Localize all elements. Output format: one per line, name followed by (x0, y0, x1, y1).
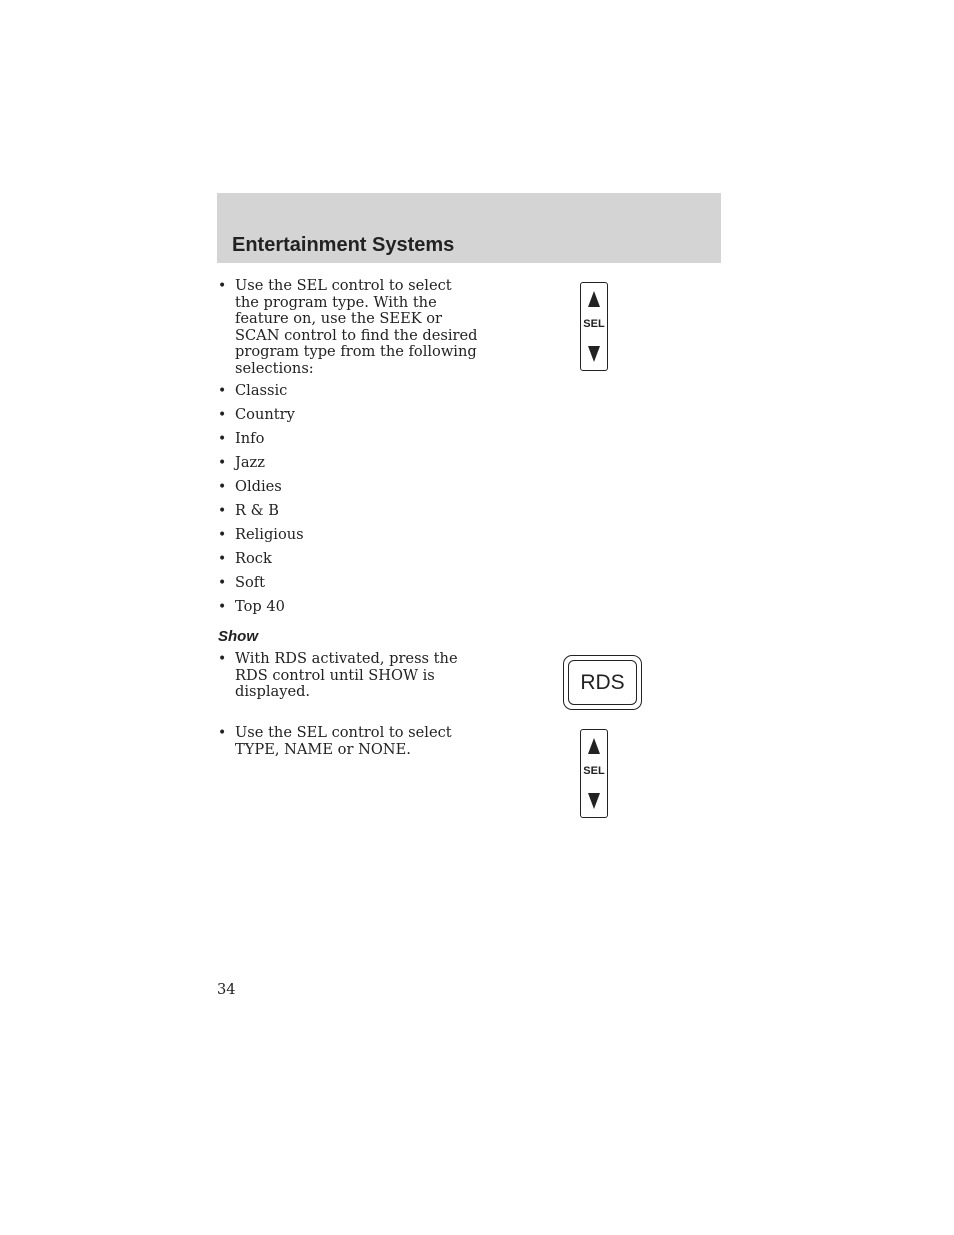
program-type-label: Info (235, 430, 265, 447)
program-type-label: Soft (235, 574, 266, 591)
program-type-item (218, 455, 478, 479)
program-type-item (218, 575, 478, 599)
list-item-text: Use the SEL control to select TYPE, NAME or NONE. (235, 724, 452, 758)
program-type-label: Classic (235, 382, 288, 399)
show-list-2 (218, 725, 458, 758)
bullet-icon: • (218, 599, 227, 615)
program-type-item (218, 503, 478, 527)
bullet-icon: • (218, 503, 227, 519)
bullet-icon: • (218, 575, 227, 591)
program-type-item (218, 383, 478, 407)
bullet-icon: • (218, 479, 227, 495)
program-type-item (218, 527, 478, 551)
section-header-band (217, 193, 721, 263)
bullet-icon: • (218, 725, 227, 741)
sel-label: SEL (583, 765, 605, 777)
arrow-down-icon (588, 793, 600, 809)
program-type-label: Religious (235, 526, 304, 543)
sel-label: SEL (583, 318, 605, 330)
program-type-label: Country (235, 406, 295, 423)
page-number: 34 (217, 981, 236, 998)
program-type-item (218, 551, 478, 575)
sel-control-illustration (580, 282, 608, 371)
bullet-icon: • (218, 651, 227, 667)
rds-control-illustration (563, 655, 642, 710)
bullet-icon: • (218, 455, 227, 471)
program-type-item (218, 407, 478, 431)
program-type-list (218, 278, 478, 623)
program-type-item (218, 431, 478, 455)
program-type-item (218, 599, 478, 623)
bullet-icon: • (218, 407, 227, 423)
program-type-label: Rock (235, 550, 272, 567)
sel-control-illustration (580, 729, 608, 818)
bullet-icon: • (218, 383, 227, 399)
list-item (218, 651, 458, 701)
program-type-label: Top 40 (235, 598, 285, 615)
list-item (218, 278, 478, 377)
bullet-icon: • (218, 527, 227, 543)
program-type-label: Oldies (235, 478, 282, 495)
arrow-down-icon (588, 346, 600, 362)
program-type-label: R & B (235, 502, 279, 519)
show-heading: Show (218, 628, 258, 645)
list-item (218, 725, 458, 758)
arrow-up-icon (588, 738, 600, 754)
bullet-icon: • (218, 278, 227, 294)
section-title: Entertainment Systems (232, 234, 455, 256)
list-item-text: With RDS activated, press the RDS control until SHOW is displayed. (235, 650, 458, 700)
list-item-text: Use the SEL control to select the program type. With the feature on, use the SEEK or SCAN control to find the desired program type from the following selections: (235, 277, 478, 377)
program-type-item (218, 479, 478, 503)
bullet-icon: • (218, 431, 227, 447)
arrow-up-icon (588, 291, 600, 307)
show-list-1 (218, 651, 458, 701)
rds-label: RDS (568, 660, 637, 705)
program-type-label: Jazz (235, 454, 265, 471)
bullet-icon: • (218, 551, 227, 567)
